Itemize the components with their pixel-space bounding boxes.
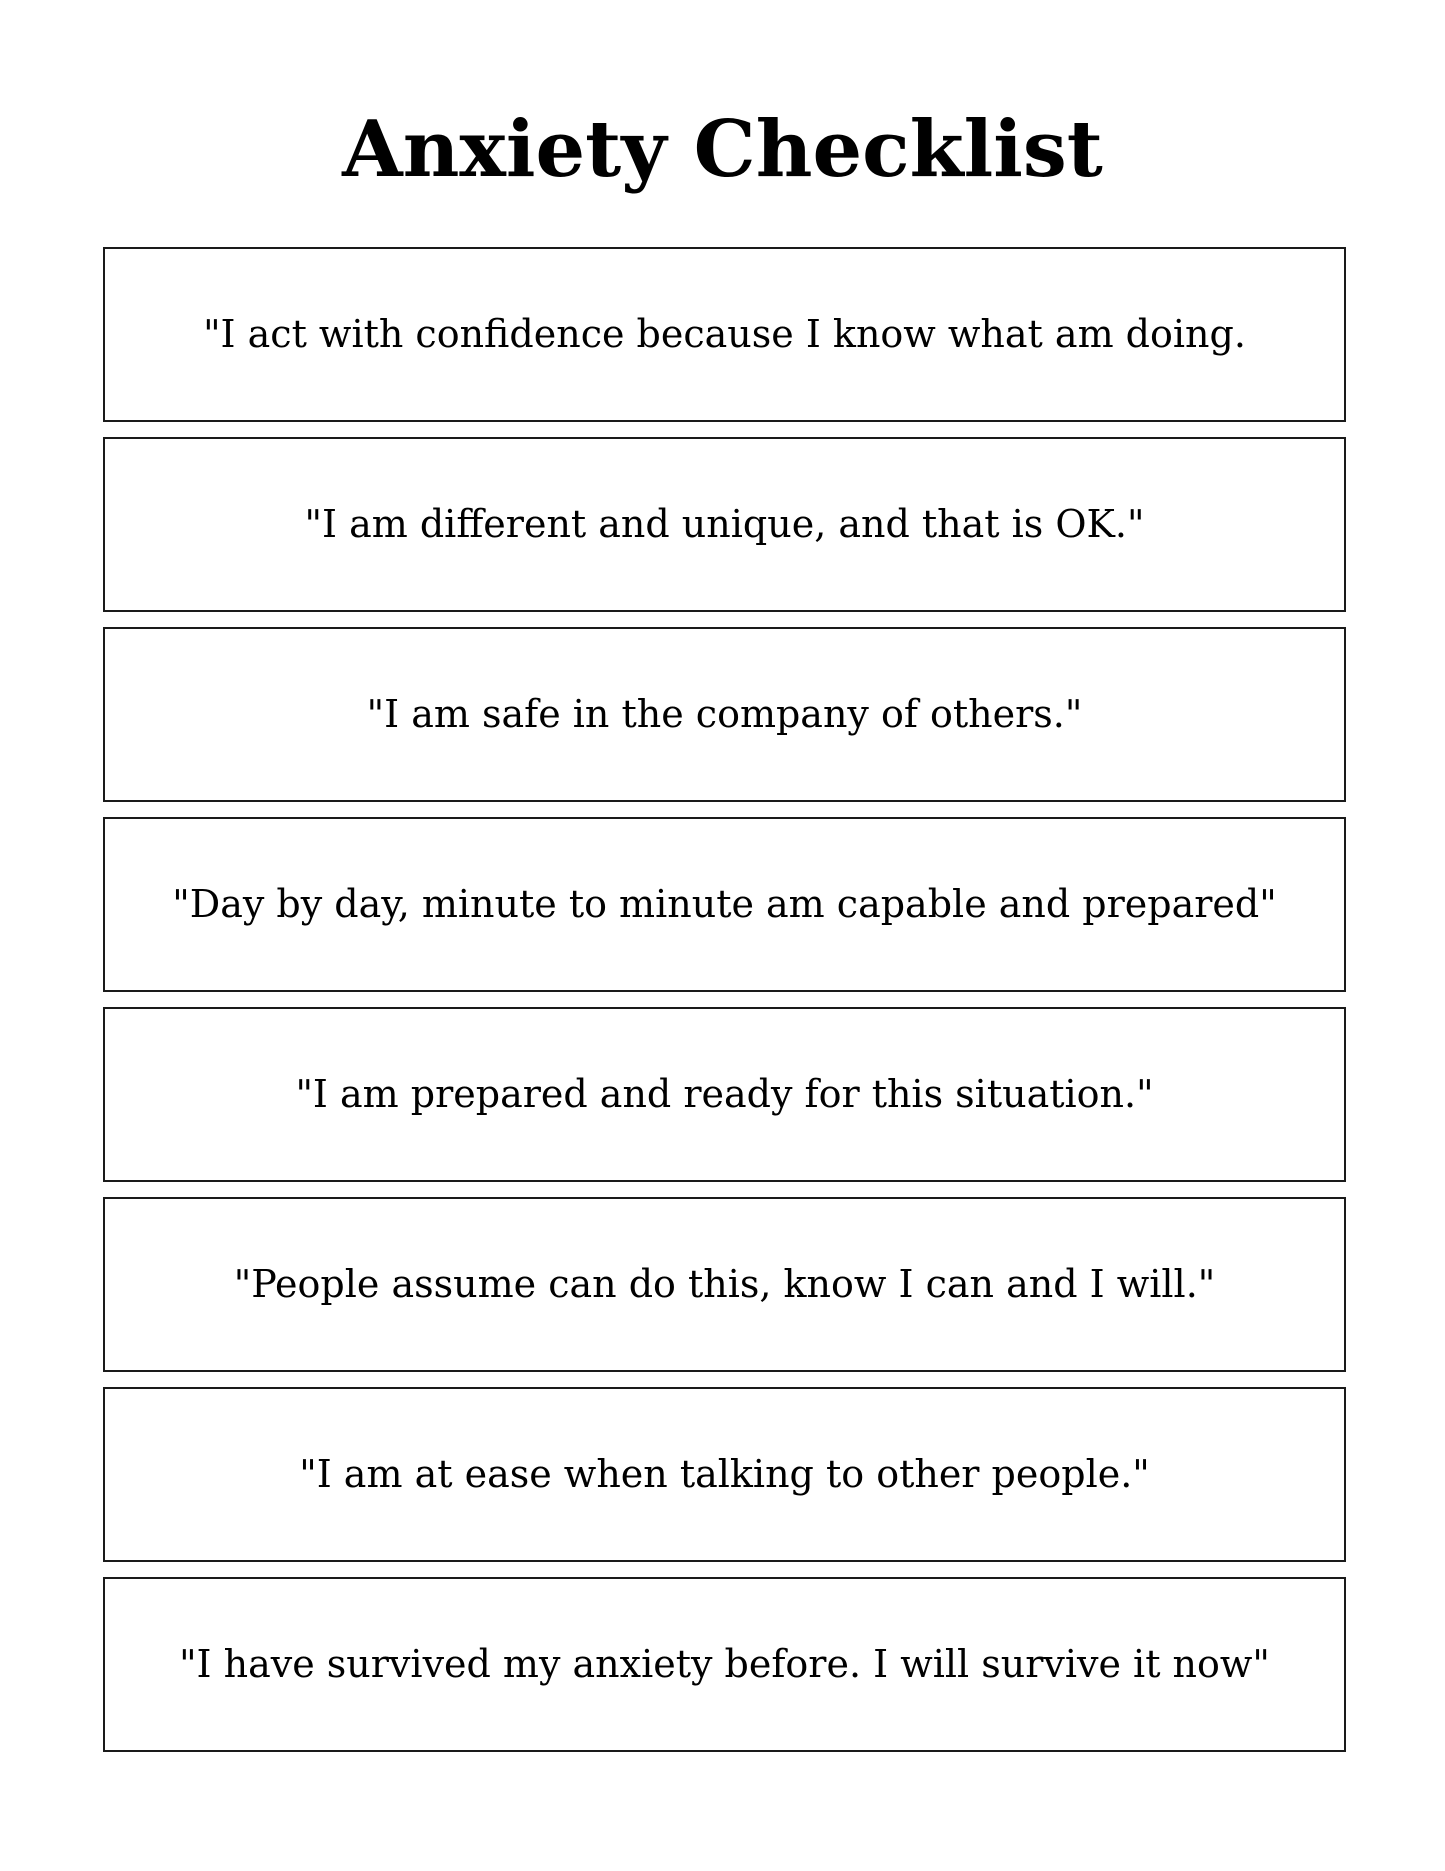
- checklist-item: [103, 1007, 1346, 1182]
- checklist-item-text: "I am prepared and ready for this situation.": [295, 1071, 1154, 1116]
- checklist-item-text: "Day by day, minute to minute am capable and prepared": [172, 881, 1277, 926]
- checklist-item-text: "I am safe in the company of others.": [366, 691, 1083, 736]
- checklist-item-text: "I am different and unique, and that is OK.": [304, 501, 1145, 546]
- checklist-item: [103, 247, 1346, 422]
- checklist-item: [103, 437, 1346, 612]
- checklist-item-text: "People assume can do this, know I can and I will.": [233, 1261, 1216, 1306]
- checklist-item: [103, 627, 1346, 802]
- checklist-item: [103, 1387, 1346, 1562]
- checklist: [103, 247, 1346, 1767]
- page-title: Anxiety Checklist: [342, 104, 1103, 195]
- checklist-item: [103, 817, 1346, 992]
- checklist-item-text: "I am at ease when talking to other people.": [299, 1451, 1150, 1496]
- checklist-item: [103, 1577, 1346, 1752]
- checklist-item-text: "I have survived my anxiety before. I will survive it now": [179, 1641, 1270, 1686]
- checklist-item: [103, 1197, 1346, 1372]
- checklist-item-text: "I act with confidence because I know what am doing.: [203, 311, 1246, 356]
